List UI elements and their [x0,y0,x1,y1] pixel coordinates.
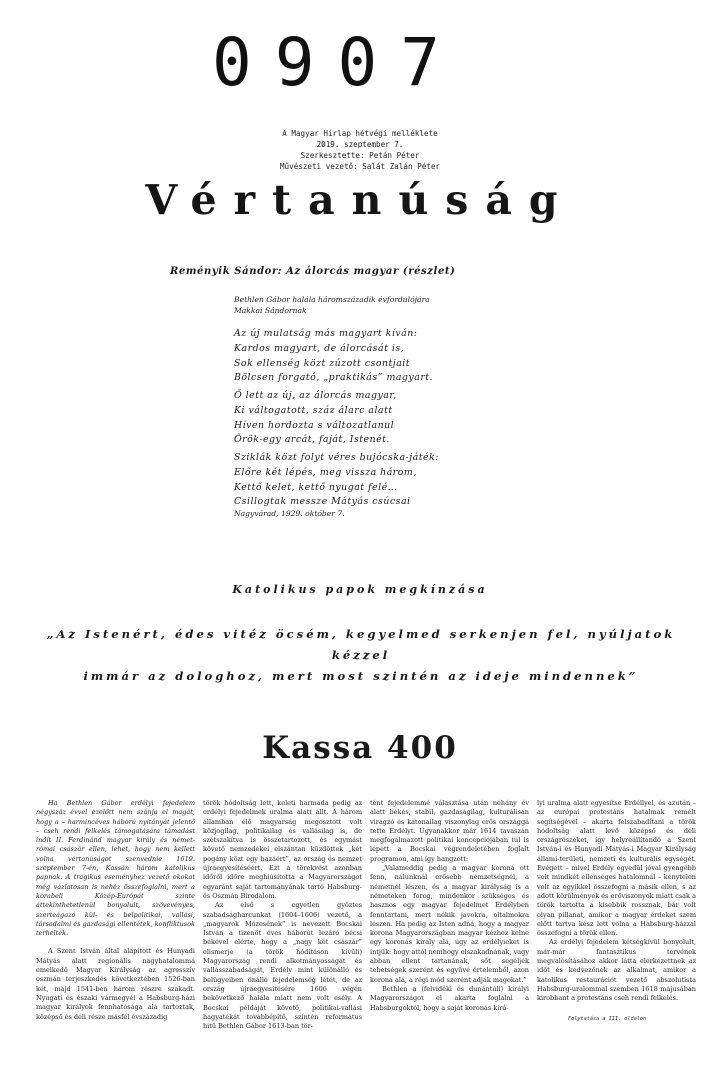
masthead-line: A Magyar Hírlap hétvégi melléklete [282,129,438,138]
quote-line: „Az Istenért, édes vitéz öcsém, kegyelmed serkenjen fel, nyúljatok kézzel [46,627,676,662]
article-column [537,799,696,1004]
article-paragraph: lyi uralma alatt egyesítse Erdéllyel, és azután – az európai protestáns hatalmak remélt segítségével – akarta felszabadítani a török hódoltság alatt levő középső és déli országrészeket, így helyreállítandó a Szent István-i és Hunyadi Mátyás-i Magyar Királyság állami-területi, nemzeti és kulturális egységét. Evégett – mivel Erdély egyedül jóval gyengébb volt mindkét ellenséges hatalomnál – kénytelen volt az egyikkel összefogni a másik ellen, s az adott körülmények és erőviszonyok miatt csak a török tartotta a kisebbik rossznak, bár volt olyan pillanat, amikor a magyar érdeket szem előtt tartva kész lett volna a Habsburg-házzal összefogni a török ellen. [537,799,696,938]
section-heading: Katolikus papok megkínzása [232,583,488,596]
poem-line: Kardos magyart, de álorcását is, [234,342,405,354]
poem-stanza [234,327,554,386]
article-column [370,799,529,1013]
masthead-art-director: Művészeti vezető: Salát Zalán Péter [279,162,440,171]
poem-line: Előre két lépés, meg vissza három, [234,466,417,478]
poem-line: Csillogtak messze Mátyás csúcsai [234,496,411,508]
continued-note[interactable]: Folytatása a III. oldalon [568,1016,647,1022]
poem-heading: Reményik Sándor: Az álorcás magyar (részlet) [170,266,456,277]
page-title: Vértanúság [145,176,575,224]
masthead [210,128,510,172]
issue-number: 0907 [212,24,463,101]
article-paragraph: Az első s egyetlen győztes szabadságharcunkat (1604–1606) vezető, a „magyarok Mózesének” is nevezett Bocskai István a tizenöt éves háborút lezáró bécsi békével elérte, hogy a „nagy két császár” elismerje (a török hódításon kívüli) Magyarország rendi alkotmányosságát és vallásszabadságát, Erdély mint különálló és belügyeiben önálló fejedelemség létét, de az ország újraegyesítésére 1606 végén bekövetkező halála miatt nem volt esély. A Bocskai példáját követő, politikai-vallási hagyatékát továbbépítő, szintén református hitű Bethlen Gábor 1613-ban tör- [203,901,362,1031]
poem-line: Kettő kelet, kettő nyugat felé… [234,481,398,493]
article-paragraph: tént fejedelemmé választása után néhány év alatt békés, stabil, gazdaságilag, kulturálisan virágzó és katonailag viszonylag erős országgá tette Erdélyt. Ugyanakkor már 1614 tavaszán megfogalmazott politikai koncepciójában túl is lépett a Bocskai végrendeletében foglalt programon, ami így hangzott: [370,799,529,863]
dedication-line: Bethlen Gábor halála háromszázadik évfordulójára [234,295,430,304]
poem-line: Ő lett az új, az álorcás magyar, [234,390,397,401]
poem-line: Az új mulatság más magyart kíván: [234,328,418,339]
masthead-date: 2019. szeptember 7. [316,140,404,149]
poem-line: Ki váltogatott, száz álarc alatt [234,404,393,416]
article-paragraph: Bethlen a (felvidéki és dunántúli) királyi Magyarországot el akarta foglalni a Habsburgoktól, hogy a saját koronás kirá- [370,984,529,1012]
article-paragraph: „Valameddig pedig a magyar korona ott fenn, nálunknál erősebb nemzetségnél, a németnél lészen, és a magyar királyság is a németeken forog, mindenkor szükséges és hasznos egy magyar fejedelmet Erdélyben fenntartani, mert nékik javokra, oltalmokra lészen. Ha pedig az Isten adná, hogy a magyar korona Magyarországban magyar kézhez kelne egy koronás király alá, úgy az erdélyieket is intjük: hogy attól nemhogy elszakadnának, vagy abban ellent tartanának, sőt segéljék tehetségek szerént és együvé értelemből, azon korona alá, a régi mód szerént adják magokat.” [370,864,529,984]
poem-line: Örök-egy arcát, faját, Istenét. [234,434,390,446]
poem-dedication [234,294,554,316]
poem-line: Bölcsen forgató, „praktikás” magyart. [234,372,434,384]
poem-line: Híven hordozta s változatlanul [234,419,395,431]
pull-quote [36,624,686,687]
poem-signature: Nagyvárad, 1929. október 7. [234,509,345,518]
article-headline: Kassa 400 [262,730,458,766]
article-paragraph: török hódoltság lett, keleti harmada pedig az erdélyi fejedelmek uralma alatt állt. A három államban élő magyarság megosztott volt közjogilag, politikailag és vallásilag is, de szétszakítva is összetartozott, és egymást követő nemzedékei elszántan küzdöttek „két pogány közt egy hazáért”, az ország és nemzet újraegyesítéséért. Ezt a törekvést azonban időről időre meghiúsította a Magyarországot egyaránt saját tartományának tartó Habsburg- és Oszmán Birodalom. [203,799,362,900]
quote-line: immár az dologhoz, mert most szintén az ideje mindennek” [83,669,639,683]
article-paragraph: Az erdélyi fejedelem kétségkívül bonyolult, már-már fantasztikus tervének megvalósításához akkor látta elérkezettnek az időt és kedvezőnek az alkalmat, amikor a katolikus restaurációt vezető abszolutista Habsburg-uralommal szemben 1618 májusában kirobbant a protestáns cseh rendi felkelés. [537,938,696,1003]
poem-line: Sok ellenség közt zúzott csontjait [234,357,411,369]
article-column [203,799,362,1031]
article-column [36,799,195,1022]
masthead-editor: Szerkesztette: Petán Péter [300,151,420,160]
article-paragraph: Ha Bethlen Gábor erdélyi fejedelem négyszáz évvel ezelőtt nem szánja el magát, hogy a – harmincéves háború nyitányát jelentő – cseh rendi felkelés támogatására támadást indít II. Ferdinánd magyar király és német-római császár ellen, lehet, hogy nem kellett volna vértanúságot szenvednie 1619. szeptember 7-én, Kassán három katolikus papnak. A tragikus eseményhez vezető okokat még vázlatosan is nehéz összefoglalni, mert a korabeli Közép-Európát szinte áttekinthetetlenül bonyolult, szövevényes, szerteágazó kül- és belpolitikai, vallási, társadalmi és gazdasági ellentétek, konfliktusok terhelték. [36,799,195,938]
poem-stanza [234,451,554,510]
poem-stanza [234,389,554,448]
article-paragraph: A Szent István által alapított és Hunyadi Mátyás alatt regionális nagyhatalommá emelkedő Magyar Királyság az agresszív oszmán terjeszkedés következtében 1526-ban két, majd 1541-ben három részre szakadt. Nyugati és északi vármegyéi a Habsburg-házi magyar királyok fennhatósága alá tartoztak, középső és déli része másfél évszázadig [36,947,195,1021]
dedication-line: Makkai Sándornak [234,306,307,315]
poem-line: Sziklák közt folyt véres bujócska-játék: [234,452,439,463]
